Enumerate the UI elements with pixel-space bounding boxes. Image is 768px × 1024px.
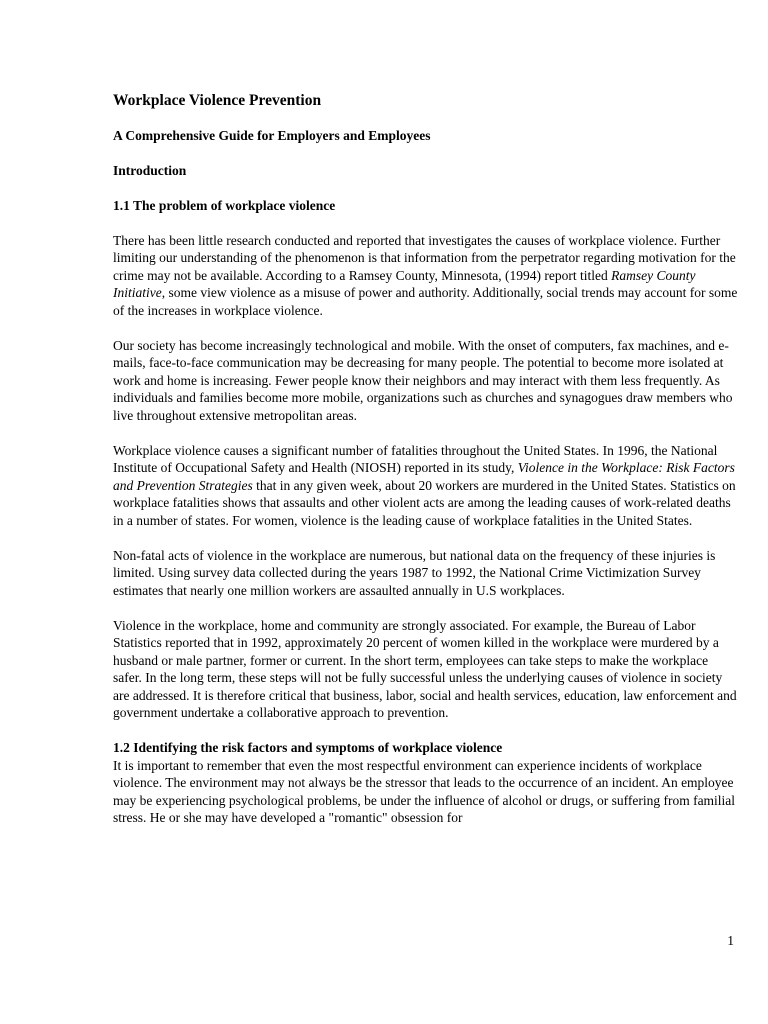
section-1-1-paragraph-3: [113, 442, 740, 530]
section-1-1-paragraph-2: Our society has become increasingly technological and mobile. With the onset of computers, fax machines, and e-mails, face-to-face communication may be decreasing for many people. The potential to become more isolated at work and home is increasing. Fewer people know their neighbors and may interact with them less frequently. As individuals and families become more mobile, organizations such as churches and synagogues draw members who live throughout extensive metropolitan areas.: [113, 337, 733, 423]
paragraph-text: , some view violence as a misuse of power and authority. Additionally, social trends may account for some of the increases in workplace violence.: [113, 285, 738, 318]
section-1-1-paragraph-5: Violence in the workplace, home and community are strongly associated. For example, the Bureau of Labor Statistics reported that in 1992, approximately 20 percent of women killed in the workplace were murdered by a husband or male partner, former or current. In the short term, employees can take steps to make the workplace safer. In the long term, these steps will not be fully successful unless the underlying causes of violence in society are addressed. It is therefore critical that business, labor, social and health services, education, law enforcement and government undertake a collaborative approach to prevention.: [113, 617, 737, 720]
section-1-1-paragraph-1: [113, 232, 740, 320]
page-content: [113, 91, 740, 827]
paragraph-text: There has been little research conducted and reported that investigates the causes of workplace violence. Further limiting our understanding of the phenomenon is that information from the perpetrator regarding motivation for the crime may not be available. According to a Ramsey County, Minnesota, (1994) report titled: [113, 232, 736, 283]
introduction-heading: Introduction: [113, 163, 187, 178]
page-number: 1: [727, 933, 734, 948]
italic-title: Ramsey County Initiative: [113, 267, 696, 300]
document-title: Workplace Violence Prevention: [113, 92, 322, 109]
section-1-1-paragraph-4: Non-fatal acts of violence in the workplace are numerous, but national data on the frequency of these injuries is limited. Using survey data collected during the years 1987 to 1992, the National Crime Victimization Survey estimates that nearly one million workers are assaulted annually in U.S workplaces.: [113, 547, 716, 598]
section-1-2-heading: 1.2 Identifying the risk factors and symptoms of workplace violence: [113, 740, 503, 755]
paragraph-text: Workplace violence causes a significant number of fatalities throughout the United States. In 1996, the National Institute of Occupational Safety and Health (NIOSH) reported in its study,: [113, 442, 718, 475]
document-subtitle: A Comprehensive Guide for Employers and Employees: [113, 128, 431, 143]
section-1-2-paragraph-1: It is important to remember that even the most respectful environment can experience incidents of workplace violence. The environment may not always be the stressor that leads to the occurrence of an incident. An employee may be experiencing psychological problems, be under the influence of alcohol or drugs, or suffering from familial stress. He or she may have developed a "romantic" obsession for: [113, 757, 736, 825]
section-1-1-heading: 1.1 The problem of workplace violence: [113, 198, 336, 213]
paragraph-text: that in any given week, about 20 workers are murdered in the United States. Statistics on workplace fatalities shows that assaults and other violent acts are among the leading causes of work-related deaths in a number of states. For women, violence is the leading cause of workplace fatalities in the United States.: [113, 477, 736, 528]
italic-title: Violence in the Workplace: Risk Factors and Prevention Strategies: [113, 460, 735, 493]
